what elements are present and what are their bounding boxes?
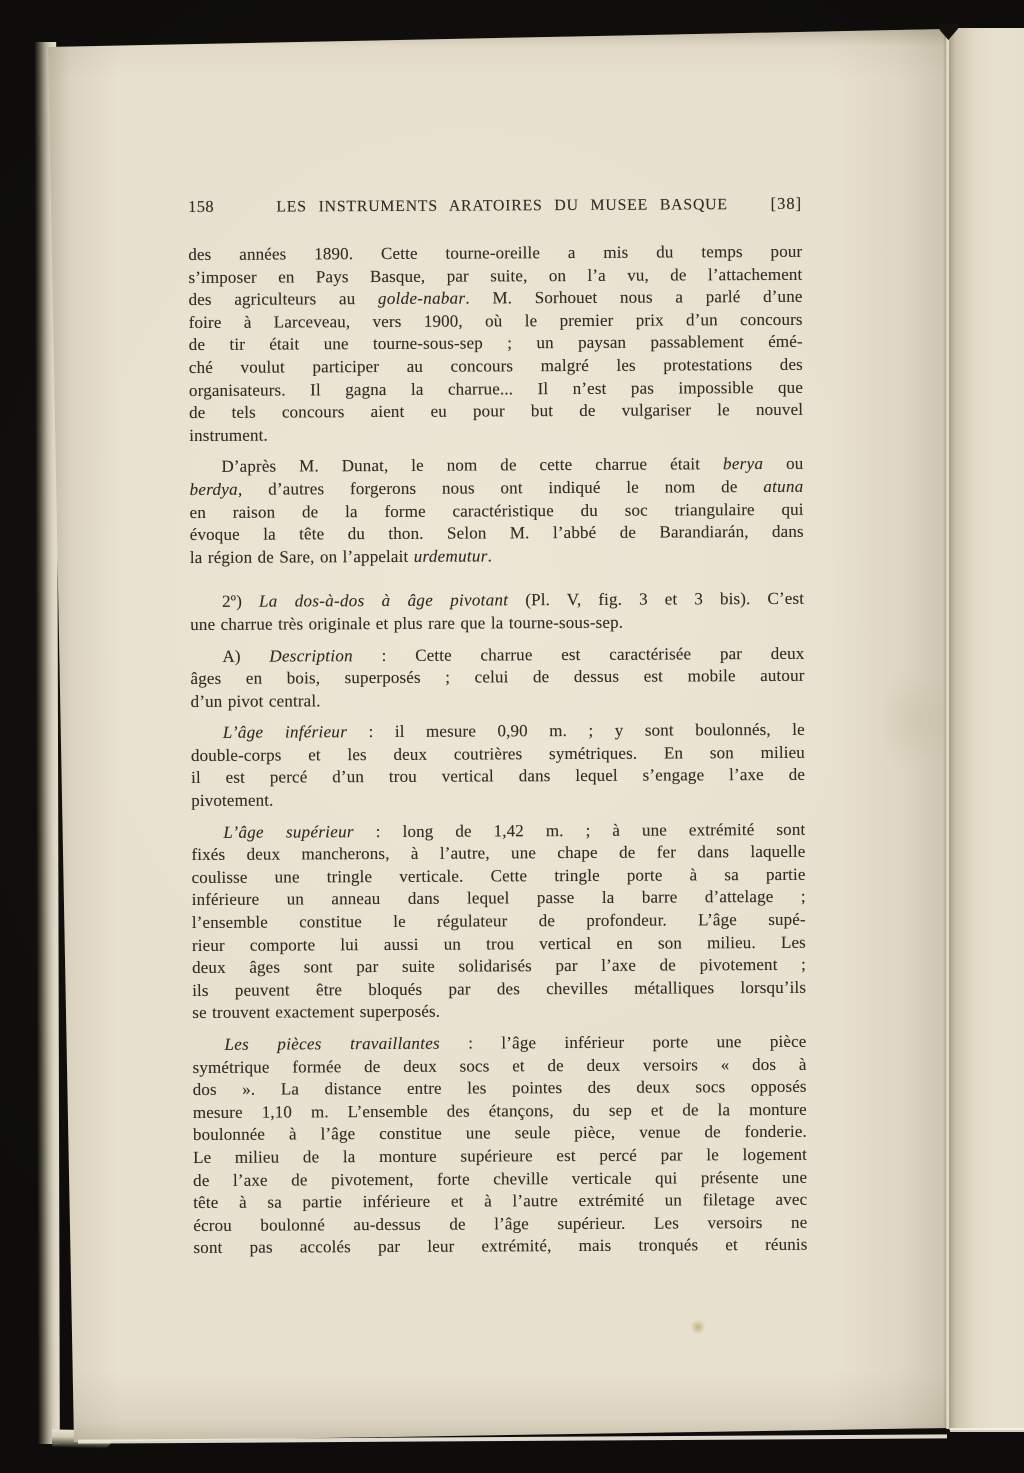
- body-text: organisateurs. Il gagna la charrue... Il n’est pas impossible que: [188, 377, 804, 400]
- body-text: de l’axe de pivotement, forte cheville verticale qui présente une: [193, 1167, 808, 1190]
- italic-text: berya: [722, 454, 764, 474]
- body-text: . M. Sorhouet nous a parlé d’une: [465, 286, 803, 308]
- paper-mottling: [884, 660, 944, 780]
- text-body: [188, 241, 807, 1260]
- text-line: [193, 1053, 807, 1079]
- paragraph: [192, 1031, 807, 1260]
- text-line: [191, 742, 805, 768]
- body-text: ils peuvent être bloqués par des chevilles métalliques lorsqu’ils: [192, 977, 807, 1000]
- text-line: [191, 687, 805, 713]
- text-block: [188, 193, 808, 1260]
- italic-text: atuna: [763, 476, 804, 496]
- italic-text: golde-nabar: [377, 288, 466, 309]
- text-line: [189, 376, 803, 402]
- running-title: LES INSTRUMENTS ARATOIRES DU MUSEE BASQUE: [276, 196, 728, 216]
- italic-text: Les pièces travaillantes: [224, 1033, 441, 1054]
- body-text: d’un pivot central.: [190, 691, 321, 711]
- text-line: [189, 476, 803, 502]
- issue-reference: [38]: [770, 193, 803, 213]
- body-text: l’ensemble constitue le régulateur de profondeur. L’âge supé-: [191, 909, 806, 933]
- body-text: pivotement.: [191, 790, 274, 811]
- paper-stain: [690, 1320, 706, 1334]
- body-text: en raison de la forme caractéristique du soc triangulaire qui: [189, 499, 804, 522]
- text-line: [192, 1031, 806, 1057]
- text-line: [191, 787, 805, 813]
- italic-text: berdya,: [189, 479, 243, 499]
- body-text: inférieure un anneau dans lequel passe la barre d’attelage ;: [191, 887, 806, 910]
- body-text: D’après M. Dunat, le nom de cette charrue était: [221, 454, 724, 477]
- body-text: : il mesure 0,90 m. ; y sont boulonnés, le: [347, 720, 805, 742]
- text-line: [192, 977, 806, 1003]
- text-line: [189, 309, 803, 335]
- body-text: A): [222, 646, 270, 666]
- italic-text: Description: [269, 645, 353, 666]
- paragraph: [190, 642, 804, 713]
- body-text: : l’âge inférieur porte une pièce: [439, 1031, 807, 1053]
- text-line: [193, 1189, 807, 1215]
- book-page-right-sliver: [949, 28, 1024, 1430]
- text-line: [193, 1212, 807, 1238]
- text-line: [192, 999, 806, 1025]
- text-line: [192, 909, 806, 935]
- text-line: [193, 1166, 807, 1192]
- text-line: [193, 1076, 807, 1102]
- text-line: [188, 263, 802, 289]
- paragraph: [189, 453, 804, 569]
- text-line: [190, 642, 804, 668]
- text-line: [190, 665, 804, 691]
- italic-text: La dos-à-dos à âge pivotant: [258, 590, 509, 611]
- text-line: [190, 543, 804, 569]
- text-line: [189, 354, 803, 380]
- text-line: [189, 453, 803, 479]
- body-text: dos ». La distance entre les pointes des deux socs opposés: [192, 1076, 807, 1100]
- body-text: foire à Larceveau, vers 1900, où le premier prix d’un concours: [188, 309, 803, 332]
- page-header: [188, 193, 802, 219]
- paragraph: [190, 588, 804, 636]
- body-text: écrou boulonné au-dessus de l’âge supérieur. Les versoirs ne: [193, 1212, 808, 1235]
- italic-text: L’âge supérieur: [223, 821, 354, 842]
- text-line: [189, 399, 803, 425]
- body-text: deux âges sont par suite solidarisés par l’axe de pivotement ;: [191, 954, 807, 978]
- body-text: instrument.: [189, 425, 268, 445]
- page-number: 158: [188, 196, 215, 216]
- paragraph: [191, 818, 806, 1025]
- body-text: ché voulut participer au concours malgré les protestations des: [188, 354, 803, 377]
- body-text: des agriculteurs au: [188, 289, 379, 310]
- body-text: de tir était une tourne-sous-sep ; un paysan passablement émé-: [188, 332, 803, 355]
- body-text: : Cette charrue est caractérisée par deux: [352, 643, 805, 665]
- text-line: [192, 954, 806, 980]
- body-text: (Pl. V, fig. 3 et 3 bis). C’est: [508, 589, 805, 610]
- body-text: la région de Sare, on l’appelait: [189, 546, 414, 567]
- text-line: [191, 719, 805, 745]
- text-line: [189, 331, 803, 357]
- text-line: [189, 422, 803, 448]
- text-line: [191, 841, 805, 867]
- body-text: ou: [763, 454, 804, 474]
- text-line: [192, 864, 806, 890]
- text-line: [193, 1099, 807, 1125]
- body-text: rieur comporte lui aussi un trou vertical en son milieu. Les: [191, 932, 806, 955]
- body-text: il est percé d’un trou vertical dans lequel s’engage l’axe de: [190, 765, 806, 788]
- body-text: âges en bois, superposés ; celui de dessus est mobile autour: [190, 665, 805, 689]
- text-line: [190, 588, 804, 614]
- italic-text: L’âge inférieur: [222, 722, 348, 743]
- body-text: se trouvent exactement superposés.: [192, 1002, 441, 1023]
- page-right-bottom-edge: [950, 1428, 1024, 1432]
- text-line: [188, 241, 802, 267]
- text-line: [190, 498, 804, 524]
- text-line: [193, 1234, 807, 1260]
- body-text: boulonnée à l’âge constitue une seule pièce, venue de fonderie.: [192, 1122, 807, 1145]
- text-line: [193, 1121, 807, 1147]
- body-text: évoque la tête du thon. Selon M. l’abbé de Barandiarán, dans: [189, 521, 804, 545]
- body-text: des années 1890. Cette tourne-oreille a mis du temps pour: [188, 241, 803, 264]
- body-text: .: [487, 546, 493, 566]
- body-text: tête à sa partie inférieure et à l’autre extrémité un filetage avec: [193, 1189, 808, 1213]
- body-text: Le milieu de la monture supérieure est percé par le logement: [192, 1144, 808, 1167]
- body-text: une charrue très originale et plus rare que la tourne-sous-sep.: [190, 612, 624, 634]
- body-text: de tels concours aient eu pour but de vulgariser le nouvel: [189, 399, 804, 423]
- text-line: [192, 931, 806, 957]
- text-line: [190, 521, 804, 547]
- body-text: : long de 1,42 m. ; à une extrémité sont: [353, 819, 806, 841]
- text-line: [192, 886, 806, 912]
- body-text: coulisse une tringle verticale. Cette tringle porte à sa partie: [191, 864, 806, 887]
- body-text: mesure 1,10 m. L’ensemble des étançons, du sep et de la monture: [192, 1099, 807, 1122]
- text-line: [193, 1144, 807, 1170]
- body-text: fixés deux mancherons, à l’autre, une chape de fer dans laquelle: [191, 842, 806, 865]
- body-text: 2º): [222, 591, 260, 612]
- body-text: s’imposer en Pays Basque, par suite, on l’a vu, de l’attachement: [188, 264, 803, 287]
- italic-text: urdemutur: [413, 546, 488, 566]
- text-line: [191, 764, 805, 790]
- body-text: sont pas accolés par leur extrémité, mais tronqués et réunis: [193, 1235, 808, 1258]
- text-line: [190, 611, 804, 637]
- text-line: [191, 818, 805, 844]
- text-line: [188, 286, 802, 312]
- body-text: d’autres forgerons nous ont indiqué le nom de: [242, 476, 764, 499]
- body-text: double-corps et les deux coutrières symétriques. En son milieu: [190, 742, 805, 765]
- paragraph: [191, 719, 805, 813]
- body-text: symétrique formée de deux socs et de deux versoirs « dos à: [192, 1054, 807, 1077]
- paragraph: [188, 241, 803, 448]
